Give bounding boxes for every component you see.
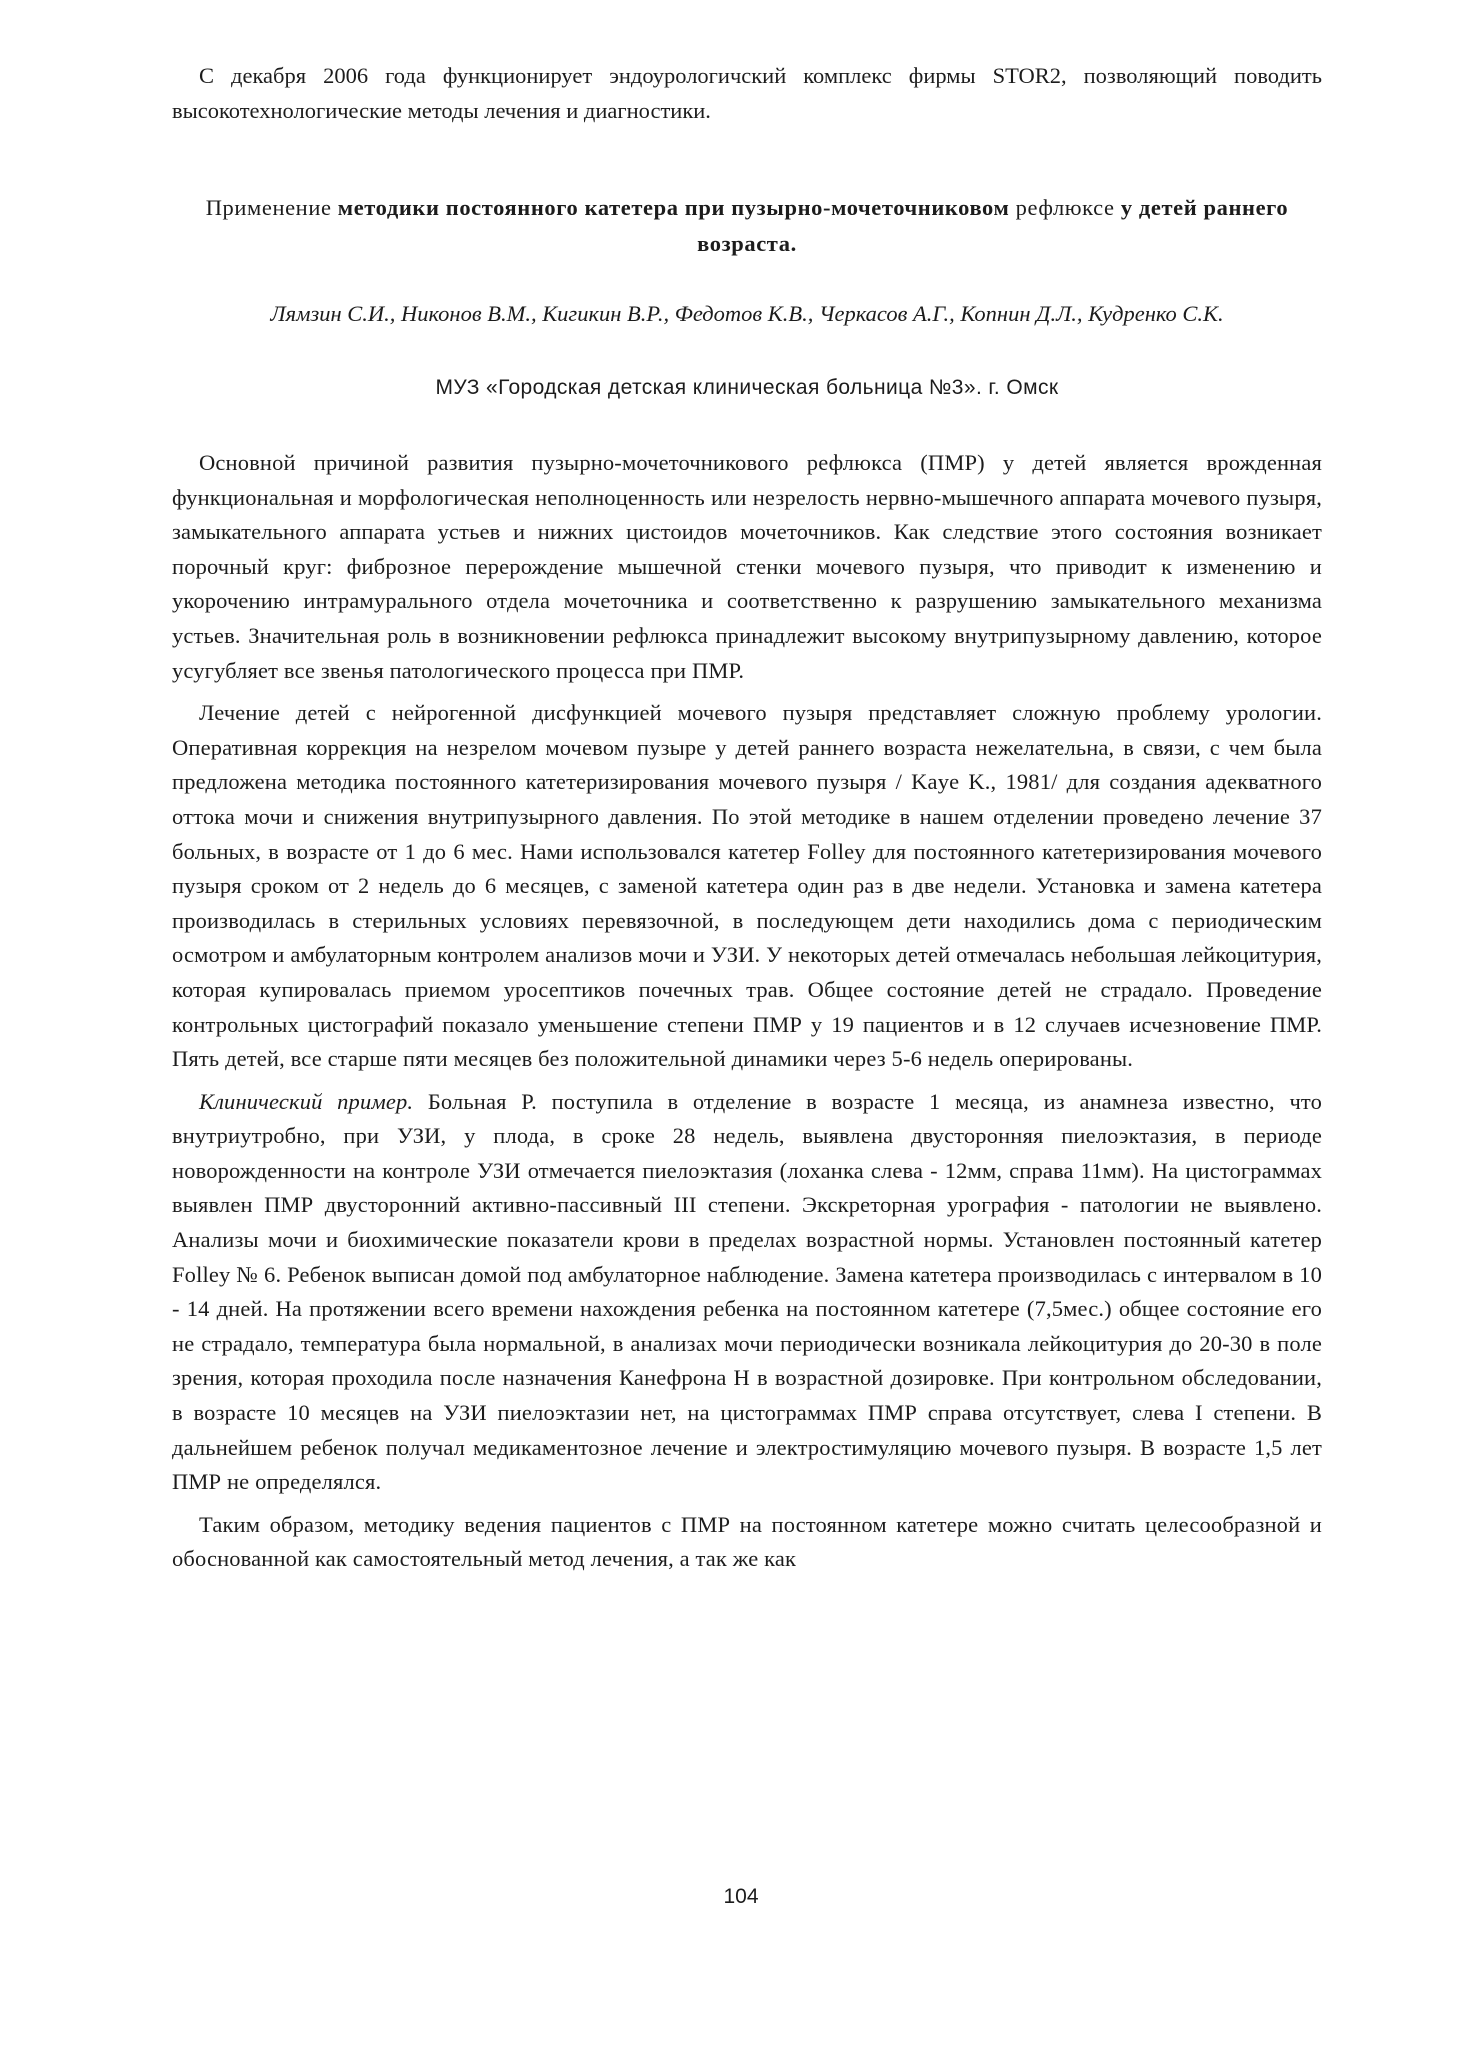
body-paragraph-2: Лечение детей с нейрогенной дисфункцией мочевого пузыря представляет сложную проблему урологии. Оперативная коррекция на незрелом мочевом пузыре у детей раннего возраста нежелательна, в связи, с чем была предложена методика постоянного катетеризирования мочевого пузыря / Kaye K., 1981/ для создания адекватного оттока мочи и снижения внутрипузырного давления. По этой методике в нашем отделении проведено лечение 37 больных, в возрасте от 1 до 6 мес. Нами использовался катетер Folley для постоянного катетеризирования мочевого пузыря сроком от 2 недель до 6 месяцев, с заменой катетера один раз в две недели. Установка и замена катетера производилась в стерильных условиях перевязочной, в последующем дети находились дома с периодическим осмотром и амбулаторным контролем анализов мочи и УЗИ. У некоторых детей отмечалась небольшая лейкоцитурия, которая купировалась приемом уросептиков почечных трав. Общее состояние детей не страдало. Проведение контрольных цистографий показало уменьшение степени ПМР у 19 пациентов и в 12 случаев исчезновение ПМР. Пять детей, все старше пяти месяцев без положительной динамики через 5-6 недель оперированы. — [172, 700, 1322, 1072]
article-title — [172, 190, 1322, 262]
article-affiliation: МУЗ «Городская детская клиническая больница №3». г. Омск — [435, 376, 1059, 399]
body-paragraph-4: Таким образом, методику ведения пациентов с ПМР на постоянном катетере можно считать целесообразной и обоснованной как самостоятельный метод лечения, а так же как — [172, 1511, 1322, 1572]
intro-paragraph: С декабря 2006 года функционирует эндоурологичский комплекс фирмы STOR2, позволяющий поводить высокотехнологические методы лечения и диагностики. — [172, 63, 1322, 123]
article-authors: Лямзин С.И., Никонов В.М., Кигикин В.Р., Федотов К.В., Черкасов А.Г., Копнин Д.Л., Кудренко С.К. — [270, 301, 1224, 326]
title-text-2: рефлюксе — [1009, 195, 1121, 220]
title-bold-2: у детей раннего возраста. — [697, 195, 1289, 256]
article-body — [172, 446, 1322, 1577]
clinical-example-text: Больная Р. поступила в отделение в возрасте 1 месяца, из анамнеза известно, что внутриутробно, при УЗИ, у плода, в сроке 28 недель, выявлена двусторонняя пиелоэктазия, в периоде новорожденности на контроле УЗИ отмечается пиелоэктазия (лоханка слева - 12мм, справа 11мм). На цистограммах выявлен ПМР двусторонний активно-пассивный III степени. Экскреторная урография - патологии не выявлено. Анализы мочи и биохимические показатели крови в пределах возрастной нормы. Установлен постоянный катетер Folley № 6. Ребенок выписан домой под амбулаторное наблюдение. Замена катетера производилась с интервалом в 10 - 14 дней. На протяжении всего времени нахождения ребенка на постоянном катетере (7,5мес.) общее состояние его не страдало, температура была нормальной, в анализах мочи периодически возникала лейкоцитурия до 20-30 в поле зрения, которая проходила после назначения Канефрона Н в возрастной дозировке. При контрольном обследовании, в возрасте 10 месяцев на УЗИ пиелоэктазии нет, на цистограммах ПМР справа отсутствует, слева I степени. В дальнейшем ребенок получал медикаментозное лечение и электростимуляцию мочевого пузыря. В возрасте 1,5 лет ПМР не определялся. — [172, 1088, 1323, 1495]
title-bold-1: методики постоянного катетера при пузырно-мочеточниковом — [337, 195, 1010, 220]
title-text-1: Применение — [205, 195, 338, 220]
body-paragraph-1: Основной причиной развития пузырно-мочеточникового рефлюкса (ПМР) у детей является врожденная функциональная и морфологическая неполноценность или незрелость нервно-мышечного аппарата мочевого пузыря, замыкательного аппарата устьев и нижних цистоидов мочеточников. Как следствие этого состояния возникает порочный круг: фиброзное перерождение мышечной стенки мочевого пузыря, что приводит к изменению и укорочению интрамурального отдела мочеточника и соответственно к разрушению замыкательного механизма устьев. Значительная роль в возникновении рефлюкса принадлежит высокому внутрипузырному давлению, которое усугубляет все звенья патологического процесса при ПМР. — [172, 450, 1322, 683]
clinical-example-lead: Клинический пример. — [199, 1088, 414, 1114]
page-number: 104 — [723, 1885, 759, 1908]
body-paragraph-3 — [172, 1085, 1322, 1500]
